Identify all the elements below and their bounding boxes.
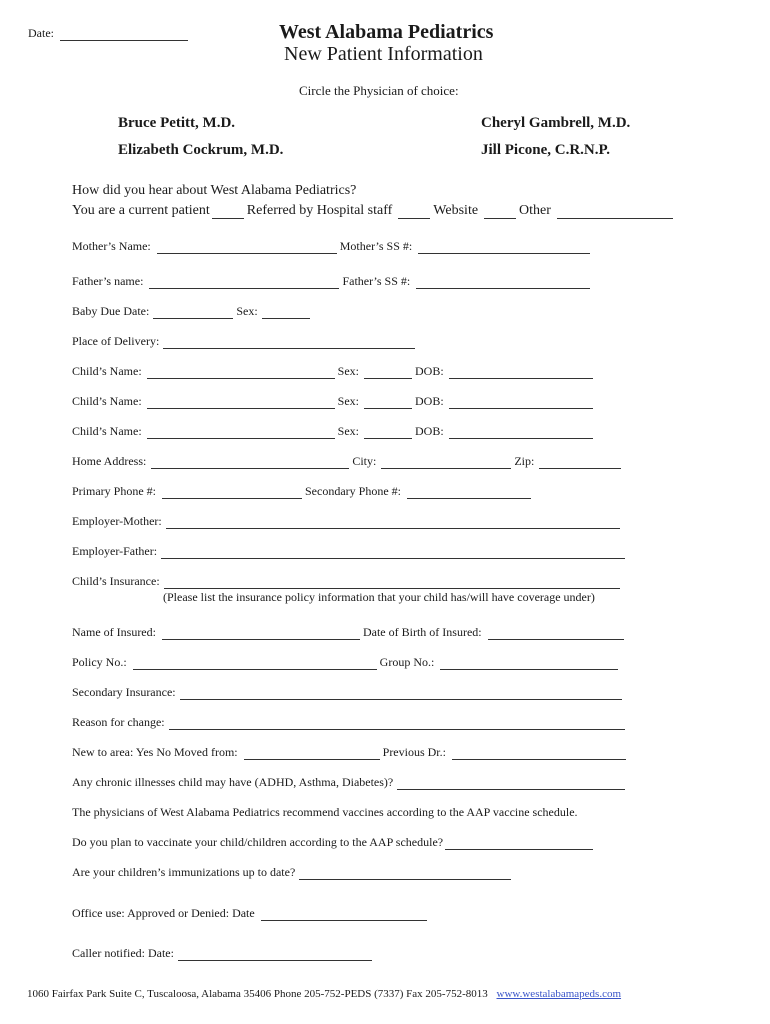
employer-mother-field[interactable]: [166, 516, 620, 529]
child-sex-field[interactable]: [364, 366, 412, 379]
physician-petitt[interactable]: Bruce Petitt, M.D.: [118, 115, 236, 131]
referral-hospital-field[interactable]: [398, 206, 430, 219]
dob-insured-field[interactable]: [488, 627, 624, 640]
circle-prompt: Circle the Physician of choice:: [299, 83, 459, 98]
date-row: [28, 26, 191, 41]
zip-field[interactable]: [539, 456, 621, 469]
fathers-name-label: Father’s name:: [72, 274, 144, 288]
insurance-note: (Please list the insurance policy information that your child has/will have coverage under): [163, 590, 595, 604]
place-delivery-label: Place of Delivery:: [72, 334, 160, 348]
immunizations-field[interactable]: [299, 867, 511, 880]
referral-other-label: Other: [519, 203, 551, 218]
zip-label: Zip:: [514, 454, 535, 468]
child-sex-label: Sex:: [337, 394, 360, 408]
child-row-1: [72, 361, 596, 379]
phone-row: [72, 481, 534, 499]
child-sex-label: Sex:: [337, 424, 360, 438]
physician-gambrell[interactable]: Cheryl Gambrell, M.D.: [481, 115, 631, 131]
child-name-label: Child’s Name:: [72, 394, 142, 408]
moved-from-field[interactable]: [244, 747, 380, 760]
mothers-name-field[interactable]: [157, 241, 337, 254]
secondary-insurance-row: [72, 682, 625, 700]
vaccinate-plan-field[interactable]: [445, 837, 593, 850]
child-dob-label: DOB:: [415, 364, 444, 378]
child-name-field[interactable]: [147, 366, 335, 379]
child-name-field[interactable]: [147, 426, 335, 439]
dob-insured-label: Date of Birth of Insured:: [362, 625, 482, 639]
physician-cockrum[interactable]: Elizabeth Cockrum, M.D.: [118, 142, 284, 158]
previous-dr-label: Previous Dr.:: [382, 745, 446, 759]
child-dob-field[interactable]: [449, 426, 593, 439]
employer-mother-row: [72, 511, 623, 529]
mothers-ss-field[interactable]: [418, 241, 590, 254]
name-insured-label: Name of Insured:: [72, 625, 156, 639]
child-name-field[interactable]: [147, 396, 335, 409]
policy-row: [72, 652, 621, 670]
city-field[interactable]: [381, 456, 511, 469]
group-no-label: Group No.:: [379, 655, 435, 669]
office-use-label: Office use: Approved or Denied: Date: [72, 906, 255, 920]
child-dob-field[interactable]: [449, 396, 593, 409]
referral-website-field[interactable]: [484, 206, 516, 219]
fathers-row: [72, 271, 593, 289]
date-field[interactable]: [60, 28, 188, 41]
home-address-label: Home Address:: [72, 454, 147, 468]
home-address-field[interactable]: [151, 456, 349, 469]
reason-change-label: Reason for change:: [72, 715, 165, 729]
child-row-3: [72, 421, 596, 439]
referral-options: [72, 201, 676, 219]
reason-change-field[interactable]: [169, 717, 625, 730]
office-use-date-field[interactable]: [261, 908, 427, 921]
child-name-label: Child’s Name:: [72, 364, 142, 378]
reason-row: [72, 712, 628, 730]
city-label: City:: [352, 454, 377, 468]
vaccine-statement: The physicians of West Alabama Pediatrics recommend vaccines according to the AAP vaccine schedule.: [72, 805, 578, 819]
group-no-field[interactable]: [440, 657, 618, 670]
childs-insurance-field[interactable]: [164, 576, 620, 589]
child-dob-label: DOB:: [415, 424, 444, 438]
vaccinate-plan-label: Do you plan to vaccinate your child/children according to the AAP schedule?: [72, 835, 444, 849]
insured-row: [72, 622, 627, 640]
referral-current-field[interactable]: [212, 206, 244, 219]
baby-sex-label: Sex:: [236, 304, 258, 318]
childs-insurance-label: Child’s Insurance:: [72, 574, 160, 588]
referral-question: How did you hear about West Alabama Pediatrics?: [72, 183, 357, 198]
fathers-ss-field[interactable]: [416, 276, 590, 289]
baby-sex-field[interactable]: [262, 306, 310, 319]
employer-father-label: Employer-Father:: [72, 544, 158, 558]
employer-father-row: [72, 541, 628, 559]
child-sex-label: Sex:: [337, 364, 360, 378]
insurance-row: [72, 571, 623, 589]
policy-no-label: Policy No.:: [72, 655, 127, 669]
footer-website-link[interactable]: www.westalabamapeds.com: [496, 988, 622, 1000]
secondary-insurance-field[interactable]: [180, 687, 622, 700]
baby-due-row: [72, 301, 313, 319]
chronic-row: [72, 772, 628, 790]
baby-due-label: Baby Due Date:: [72, 304, 150, 318]
referral-website-label: Website: [433, 203, 479, 218]
employer-father-field[interactable]: [161, 546, 625, 559]
footer: [27, 988, 621, 1000]
referral-other-field[interactable]: [557, 206, 673, 219]
date-label: Date:: [28, 26, 54, 40]
vaccinate-plan-row: [72, 832, 596, 850]
delivery-row: [72, 331, 418, 349]
previous-dr-field[interactable]: [452, 747, 626, 760]
footer-address: 1060 Fairfax Park Suite C, Tuscaloosa, Alabama 35406 Phone 205-752-PEDS (7337) Fax 205-752-8013: [27, 988, 488, 1000]
chronic-field[interactable]: [397, 777, 625, 790]
employer-mother-label: Employer-Mother:: [72, 514, 162, 528]
primary-phone-field[interactable]: [162, 486, 302, 499]
secondary-phone-label: Secondary Phone #:: [305, 484, 401, 498]
mothers-row: [72, 236, 593, 254]
child-sex-field[interactable]: [364, 396, 412, 409]
caller-notified-label: Caller notified: Date:: [72, 946, 174, 960]
child-dob-label: DOB:: [415, 394, 444, 408]
office-use-row: [72, 903, 430, 921]
mothers-ss-label: Mother’s SS #:: [339, 239, 413, 253]
child-row-2: [72, 391, 596, 409]
chronic-label: Any chronic illnesses child may have (ADHD, Asthma, Diabetes)?: [72, 775, 394, 789]
form-title: New Patient Information: [284, 43, 483, 65]
new-area-row: [72, 742, 629, 760]
vaccine-statement-row: [72, 802, 578, 820]
fathers-name-field[interactable]: [149, 276, 339, 289]
baby-due-field[interactable]: [153, 306, 233, 319]
new-to-area-label: New to area: Yes No Moved from:: [72, 745, 238, 759]
caller-notified-field[interactable]: [178, 948, 372, 961]
child-name-label: Child’s Name:: [72, 424, 142, 438]
address-row: [72, 451, 624, 469]
practice-name: West Alabama Pediatrics: [279, 21, 494, 43]
physician-picone[interactable]: Jill Picone, C.R.N.P.: [481, 142, 611, 158]
mothers-name-label: Mother’s Name:: [72, 239, 151, 253]
fathers-ss-label: Father’s SS #:: [342, 274, 411, 288]
child-dob-field[interactable]: [449, 366, 593, 379]
place-delivery-field[interactable]: [163, 336, 415, 349]
secondary-insurance-label: Secondary Insurance:: [72, 685, 176, 699]
caller-notified-row: [72, 943, 375, 961]
child-sex-field[interactable]: [364, 426, 412, 439]
referral-current-label: You are a current patient: [72, 203, 210, 218]
policy-no-field[interactable]: [133, 657, 377, 670]
immunizations-row: [72, 862, 514, 880]
referral-hospital-label: Referred by Hospital staff: [246, 203, 393, 218]
name-insured-field[interactable]: [162, 627, 360, 640]
primary-phone-label: Primary Phone #:: [72, 484, 156, 498]
immunizations-label: Are your children’s immunizations up to date?: [72, 865, 296, 879]
secondary-phone-field[interactable]: [407, 486, 531, 499]
